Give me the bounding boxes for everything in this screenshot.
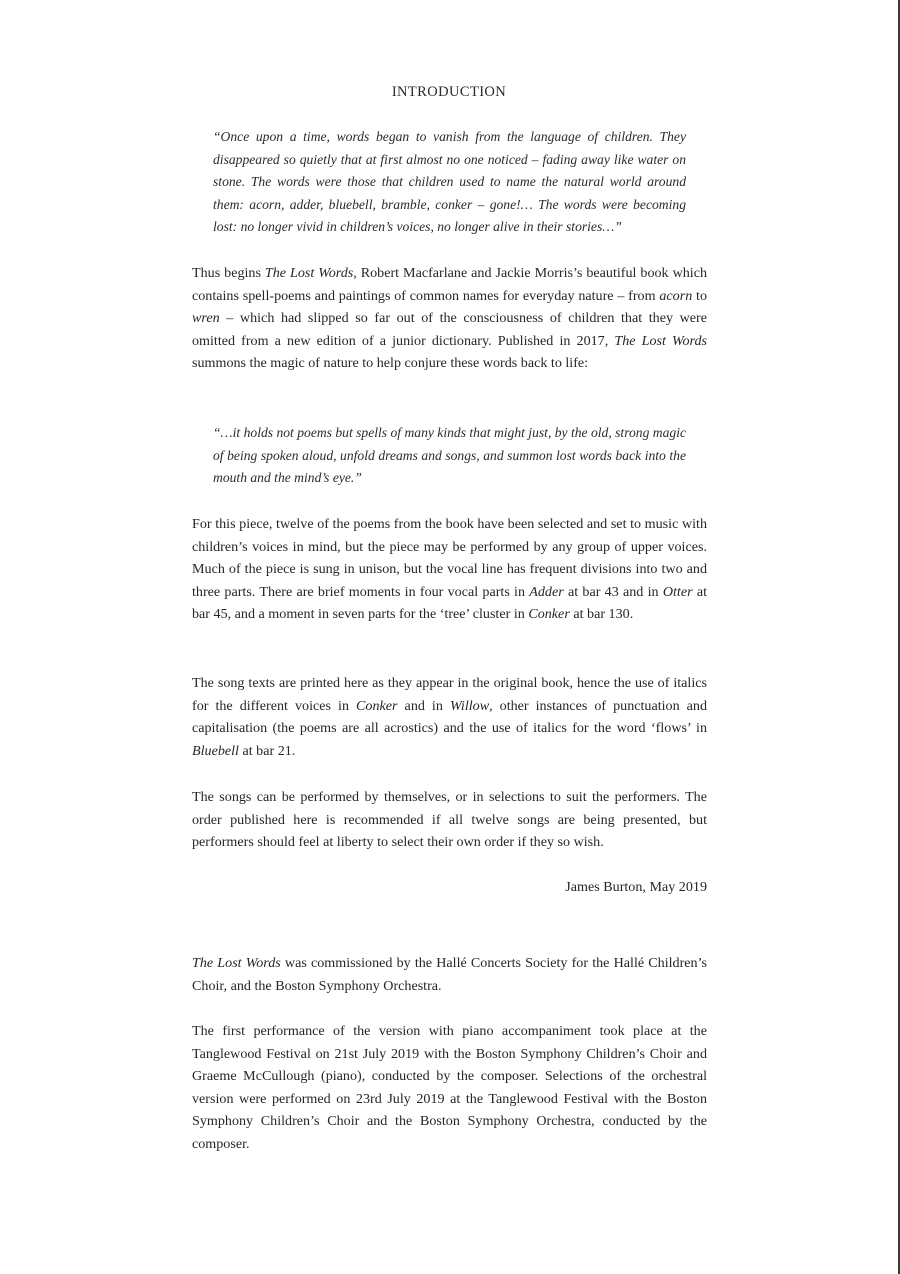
p5-text-1: was commissioned by the Hallé Concerts Society for the Hallé Children’s Choir, and the Boston Symphony Orchestra. <box>192 955 707 994</box>
p2-song-adder: Adder <box>529 583 564 600</box>
commission-note <box>192 952 707 997</box>
p3-text-3: , other instances of punctuation and capitalisation (the poems are all acrostics) and the use of italics for the word ‘flows’ in <box>192 697 708 737</box>
p2-song-otter: Otter <box>662 583 693 600</box>
intro-paragraph-4: The songs can be performed by themselves, or in selections to suit the performers. The order published here is recommended if all twelve songs are being presented, but performers should feel at liberty to select their own order if they so wish. <box>192 789 707 851</box>
p3-song-bluebell: Bluebell <box>192 742 239 759</box>
book-quote: “…it holds not poems but spells of many kinds that might just, by the old, strong magic of being spoken aloud, unfold dreams and songs, and summon lost words back into the mouth and the mind’s eye.” <box>213 425 687 486</box>
p1-word-wren: wren <box>192 310 220 327</box>
p1-text-1: Thus begins <box>192 265 265 281</box>
author-signature: James Burton, May 2019 <box>565 879 707 895</box>
p3-text-2: and in <box>397 697 450 714</box>
p1-text-5: summons the magic of nature to help conjure these words back to life: <box>192 355 589 372</box>
epigraph-quote: “Once upon a time, words began to vanish from the language of children. They disappeared so quietly that at first almost no one noticed – fading away like water on stone. The words were those that children used to name the natural world around them: acorn, adder, bluebell, bramble, conker – gone!… The words were becoming lost: no longer vivid in children’s voices, no longer alive in their stories…” <box>213 129 686 235</box>
intro-paragraph-1 <box>192 262 707 375</box>
p1-text-3: to <box>692 287 707 304</box>
p1-word-acorn: acorn <box>659 287 693 304</box>
p3-song-willow: Willow <box>449 697 490 714</box>
p3-song-conker: Conker <box>356 697 398 714</box>
p1-text-2: , Robert Macfarlane and Jackie Morris’s beautiful book which contains spell-poems and paintings of common names for everyday nature – from <box>192 265 708 304</box>
p2-text-4: at bar 130. <box>569 606 634 623</box>
p2-song-conker: Conker <box>528 606 570 623</box>
p1-book-title: The Lost Words <box>264 265 354 281</box>
p5-book-title: The Lost Words <box>192 955 281 971</box>
p2-text-2: at bar 43 and in <box>563 583 663 600</box>
p2-text-3: at bar 45, and a moment in seven parts for the ‘tree’ cluster in <box>192 583 708 623</box>
p3-text-1: The song texts are printed here as they appear in the original book, hence the use of italics for the different voices in <box>192 675 707 714</box>
intro-paragraph-2 <box>192 513 707 626</box>
p1-book-title-2: The Lost Words <box>614 332 707 349</box>
page-title: INTRODUCTION <box>391 84 507 100</box>
p1-text-4: – which had slipped so far out of the consciousness of children that they were omitted from a new edition of a junior dictionary. Published in 2017, <box>192 310 707 349</box>
intro-paragraph-3 <box>192 672 707 762</box>
p3-text-4: at bar 21. <box>238 742 296 759</box>
p2-text-1: For this piece, twelve of the poems from the book have been selected and set to music with children’s voices in mind, but the piece may be performed by any group of upper voices. Much of the piece is sung in unison, but the vocal line has frequent divisions into two and three parts. There are brief moments in four vocal parts in <box>192 516 707 600</box>
premiere-note: The first performance of the version with piano accompaniment took place at the Tanglewood Festival on 21st July 2019 with the Boston Symphony Children’s Choir and Graeme McCullough (piano), conducted by the composer. Selections of the orchestral version were performed on 23rd July 2019 at the Tanglewood Festival with the Boston Symphony Children’s Choir and the Boston Symphony Orchestra, conducted by the composer. <box>192 1023 707 1152</box>
